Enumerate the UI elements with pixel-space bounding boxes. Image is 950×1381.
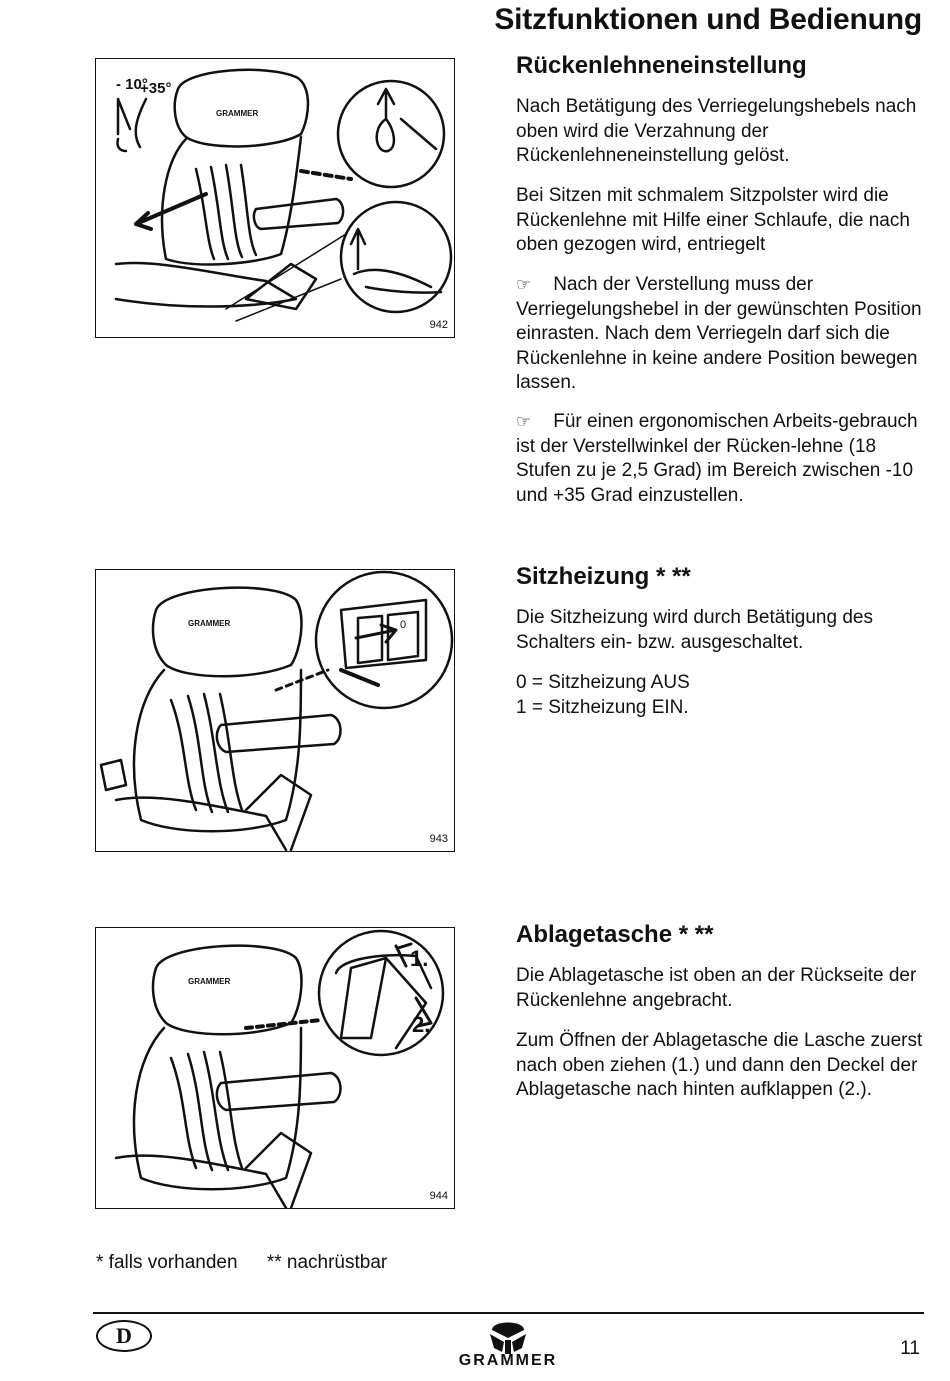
backrest-note-2 [516,410,926,508]
pocket-paragraph-1: Die Ablagetasche ist oben an der Rückseite der Rückenlehne angebracht. [516,965,917,1011]
angle-minus-label: - 10° [116,76,148,93]
step-1-label: 1. [410,946,429,971]
backrest-illustration [96,59,454,337]
footer-divider [93,1312,924,1314]
angle-plus-label: +35° [140,80,172,97]
backrest-note-2-text: Für einen ergonomischen Arbeits-gebrauch ist der Verstellwinkel der Rücken-lehne (18 Stufen zu je 2,5 Grad) im Bereich zwischen -10 und +35 Grad einzustellen. [516,411,918,506]
figure-seat-heating [95,569,455,852]
backrest-note-1 [516,273,926,396]
footer-brand: GRAMMER [458,1352,558,1369]
heating-state-off: 0 = Sitzheizung AUS [516,672,690,693]
page-title: Sitzfunktionen und Bedienung [494,3,922,36]
pointing-hand-icon: ☞ [516,275,532,295]
footnote-retrofit: ** nachrüstbar [266,1252,388,1273]
pointing-hand-icon: ☞ [516,412,532,432]
figure-number: 942 [429,319,448,331]
language-badge: D [96,1320,152,1352]
pocket-paragraph-2: Zum Öffnen der Ablagetasche die Lasche zuerst nach oben ziehen (1.) und dann den Deckel der Ablagetasche nach hinten aufklappen (2.). [516,1030,923,1101]
footnote-optional: * falls vorhanden [96,1252,238,1273]
figure-number: 944 [429,1190,448,1202]
seat-heating-illustration [96,570,454,851]
page-number: 11 [900,1338,920,1359]
headrest-brand-label: GRAMMER [188,977,231,986]
headrest-brand-label: GRAMMER [188,619,231,628]
storage-pocket-illustration [96,928,454,1208]
heating-paragraph-1: Die Sitzheizung wird durch Betätigung des Schalters ein- bzw. ausgeschaltet. [516,607,873,653]
backrest-paragraph-2: Bei Sitzen mit schmalem Sitzpolster wird die Rückenlehne mit Hilfe einer Schlaufe, die nach oben gezogen wird, entriegelt [516,185,910,256]
backrest-paragraph-1: Nach Betätigung des Verriegelungshebels nach oben wird die Verzahnung der Rückenlehneneinstellung gelöst. [516,96,917,167]
step-2-label: 2. [412,1012,431,1037]
heating-state-on: 1 = Sitzheizung EIN. [516,697,689,718]
section-heading-seat-heating: Sitzheizung * ** [516,563,691,590]
section-heading-storage-pocket: Ablagetasche * ** [516,921,714,948]
switch-zero-label: 0 [400,619,407,631]
backrest-note-1-text: Nach der Verstellung muss der Verriegelungshebel in der gewünschten Position einrasten. Nach dem Verriegeln darf sich die Rückenlehne in keine andere Position bewegen lassen. [516,274,922,394]
headrest-brand-label: GRAMMER [216,109,259,118]
footnotes [96,1252,411,1274]
figure-backrest-adjustment [95,58,455,338]
section-heading-backrest: Rückenlehneneinstellung [516,52,807,79]
figure-storage-pocket [95,927,455,1209]
figure-number: 943 [429,833,448,845]
